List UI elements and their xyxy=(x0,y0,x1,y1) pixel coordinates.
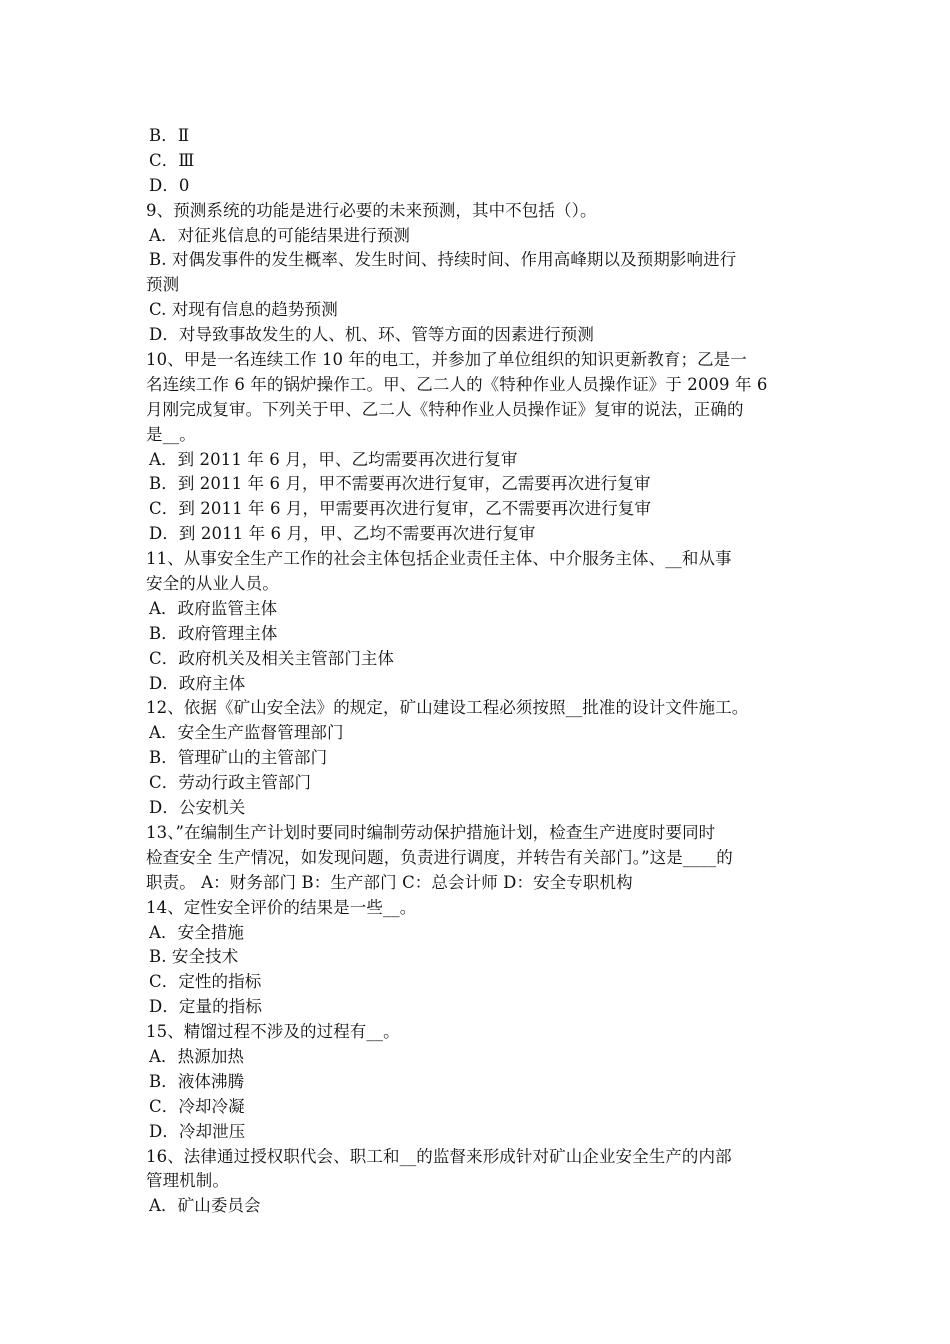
answer-option-line: D．对导致事故发生的人、机、环、管等方面的因素进行预测 xyxy=(149,325,594,345)
answer-option-line: D．公安机关 xyxy=(149,798,246,818)
answer-option-line: A．矿山委员会 xyxy=(149,1196,261,1216)
answer-option-line: C. 对现有信息的趋势预测 xyxy=(149,300,338,320)
question-text-line: 月刚完成复审。下列关于甲、乙二人《特种作业人员操作证》复审的说法，正确的 xyxy=(146,399,744,419)
answer-option-line: B．管理矿山的主管部门 xyxy=(149,748,328,768)
question-text-line: 安全的从业人员。 xyxy=(146,574,279,594)
answer-option-line: B．液体沸腾 xyxy=(149,1071,245,1091)
answer-option-line: C．劳动行政主管部门 xyxy=(149,773,312,793)
answer-option-line: A．到 2011 年 6 月，甲、乙均需要再次进行复审 xyxy=(149,449,518,469)
answer-option-line: D．定量的指标 xyxy=(149,997,262,1017)
answer-option-line: A．热源加热 xyxy=(149,1046,245,1066)
answer-option-line: B. 安全技术 xyxy=(149,947,239,967)
document-body xyxy=(146,124,810,1219)
answer-option-line: C．政府机关及相关主管部门主体 xyxy=(149,648,395,668)
answer-option-line: B．到 2011 年 6 月，甲不需要再次进行复审，乙需要再次进行复审 xyxy=(149,474,651,494)
question-text-line: 15、精馏过程不涉及的过程有__。 xyxy=(146,1022,400,1042)
question-text-line: 预测 xyxy=(146,275,180,295)
question-text-line: 16、法律通过授权职代会、职工和__的监督来形成针对矿山企业安全生产的内部 xyxy=(146,1146,732,1166)
question-text-line: 名连续工作 6 年的锅炉操作工。甲、乙二人的《特种作业人员操作证》于 2009 年 6 xyxy=(146,374,768,394)
answer-option-line: A．安全生产监督管理部门 xyxy=(149,723,344,743)
question-text-line: 12、依据《矿山安全法》的规定，矿山建设工程必须按照__批准的设计文件施工。 xyxy=(146,698,749,718)
question-text-line: 职责。 A：财务部门 B：生产部门 C：总会计师 D：安全专职机构 xyxy=(146,872,633,892)
question-text-line: 是__。 xyxy=(146,424,196,444)
question-text-line: 13、”在编制生产计划时要同时编制劳动保护措施计划，检查生产进度时要同时 xyxy=(146,822,716,842)
answer-option-line: D．冷却泄压 xyxy=(149,1121,246,1141)
answer-option-line: C．到 2011 年 6 月，甲需要再次进行复审，乙不需要再次进行复审 xyxy=(149,499,652,519)
answer-option-line: A．安全措施 xyxy=(149,922,245,942)
answer-option-line: C．Ⅲ xyxy=(149,150,195,170)
answer-option-line: D．政府主体 xyxy=(149,673,246,693)
question-text-line: 管理机制。 xyxy=(146,1171,229,1191)
question-text-line: 10、甲是一名连续工作 10 年的电工，并参加了单位组织的知识更新教育；乙是一 xyxy=(146,350,747,370)
question-text-line: 14、定性安全评价的结果是一些__。 xyxy=(146,897,417,917)
question-text-line: 9、预测系统的功能是进行必要的未来预测，其中不包括（）。 xyxy=(146,200,597,220)
answer-option-line: D．到 2011 年 6 月，甲、乙均不需要再次进行复审 xyxy=(149,524,536,544)
question-text-line: 检查安全 生产情况，如发现问题，负责进行调度，并转告有关部门。”这是____的 xyxy=(146,847,733,867)
answer-option-line: A．政府监管主体 xyxy=(149,598,278,618)
answer-option-line: B．Ⅱ xyxy=(149,126,190,145)
answer-option-line: D．0 xyxy=(149,175,190,195)
answer-option-line: A．对征兆信息的可能结果进行预测 xyxy=(149,225,411,245)
question-text-line: 11、从事安全生产工作的社会主体包括企业责任主体、中介服务主体、__和从事 xyxy=(146,549,732,569)
document-page xyxy=(146,124,810,1219)
answer-option-line: B. 对偶发事件的发生概率、发生时间、持续时间、作用高峰期以及预期影响进行 xyxy=(149,250,737,270)
answer-option-line: B．政府管理主体 xyxy=(149,623,278,643)
answer-option-line: C．定性的指标 xyxy=(149,972,262,992)
answer-option-line: C．冷却冷凝 xyxy=(149,1096,245,1116)
